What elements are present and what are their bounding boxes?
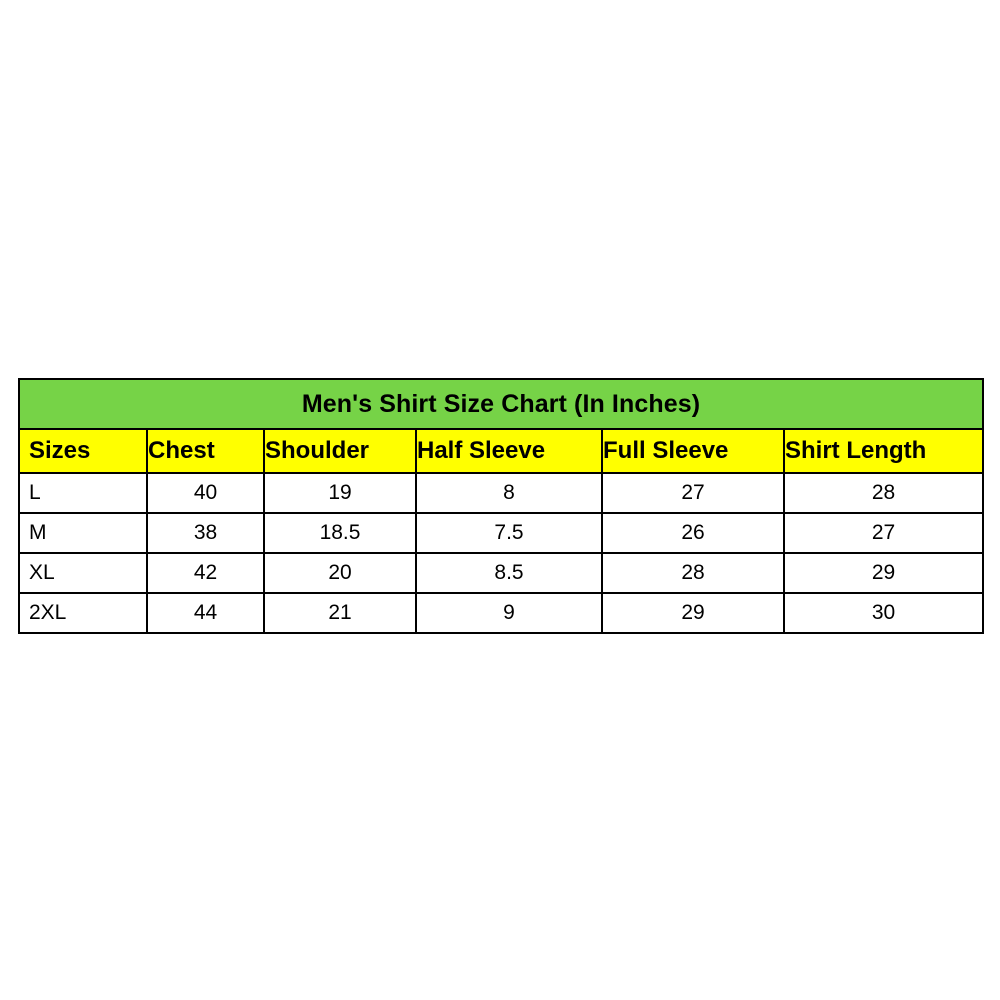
cell-half-sleeve: 7.5	[416, 513, 602, 553]
chart-title: Men's Shirt Size Chart (In Inches)	[19, 379, 983, 429]
cell-shoulder: 19	[264, 473, 416, 513]
cell-shirt-length: 30	[784, 593, 983, 633]
cell-shoulder: 21	[264, 593, 416, 633]
cell-chest: 40	[147, 473, 264, 513]
cell-chest: 44	[147, 593, 264, 633]
table-row	[19, 593, 983, 633]
cell-half-sleeve: 9	[416, 593, 602, 633]
column-header-full-sleeve: Full Sleeve	[602, 429, 784, 473]
cell-size: 2XL	[19, 593, 147, 633]
column-header-shirt-length: Shirt Length	[784, 429, 983, 473]
cell-shirt-length: 27	[784, 513, 983, 553]
cell-size: M	[19, 513, 147, 553]
table-row	[19, 473, 983, 513]
cell-shoulder: 20	[264, 553, 416, 593]
cell-shoulder: 18.5	[264, 513, 416, 553]
cell-half-sleeve: 8.5	[416, 553, 602, 593]
column-header-chest: Chest	[147, 429, 264, 473]
cell-size: XL	[19, 553, 147, 593]
size-chart-container	[18, 378, 982, 634]
cell-full-sleeve: 28	[602, 553, 784, 593]
cell-shirt-length: 28	[784, 473, 983, 513]
column-header-shoulder: Shoulder	[264, 429, 416, 473]
cell-full-sleeve: 27	[602, 473, 784, 513]
cell-shirt-length: 29	[784, 553, 983, 593]
cell-size: L	[19, 473, 147, 513]
chart-title-row	[19, 379, 983, 429]
cell-chest: 38	[147, 513, 264, 553]
column-header-sizes: Sizes	[19, 429, 147, 473]
column-header-half-sleeve: Half Sleeve	[416, 429, 602, 473]
table-header-row	[19, 429, 983, 473]
cell-full-sleeve: 26	[602, 513, 784, 553]
cell-chest: 42	[147, 553, 264, 593]
size-chart-table	[18, 378, 984, 634]
table-row	[19, 513, 983, 553]
table-row	[19, 553, 983, 593]
cell-half-sleeve: 8	[416, 473, 602, 513]
cell-full-sleeve: 29	[602, 593, 784, 633]
